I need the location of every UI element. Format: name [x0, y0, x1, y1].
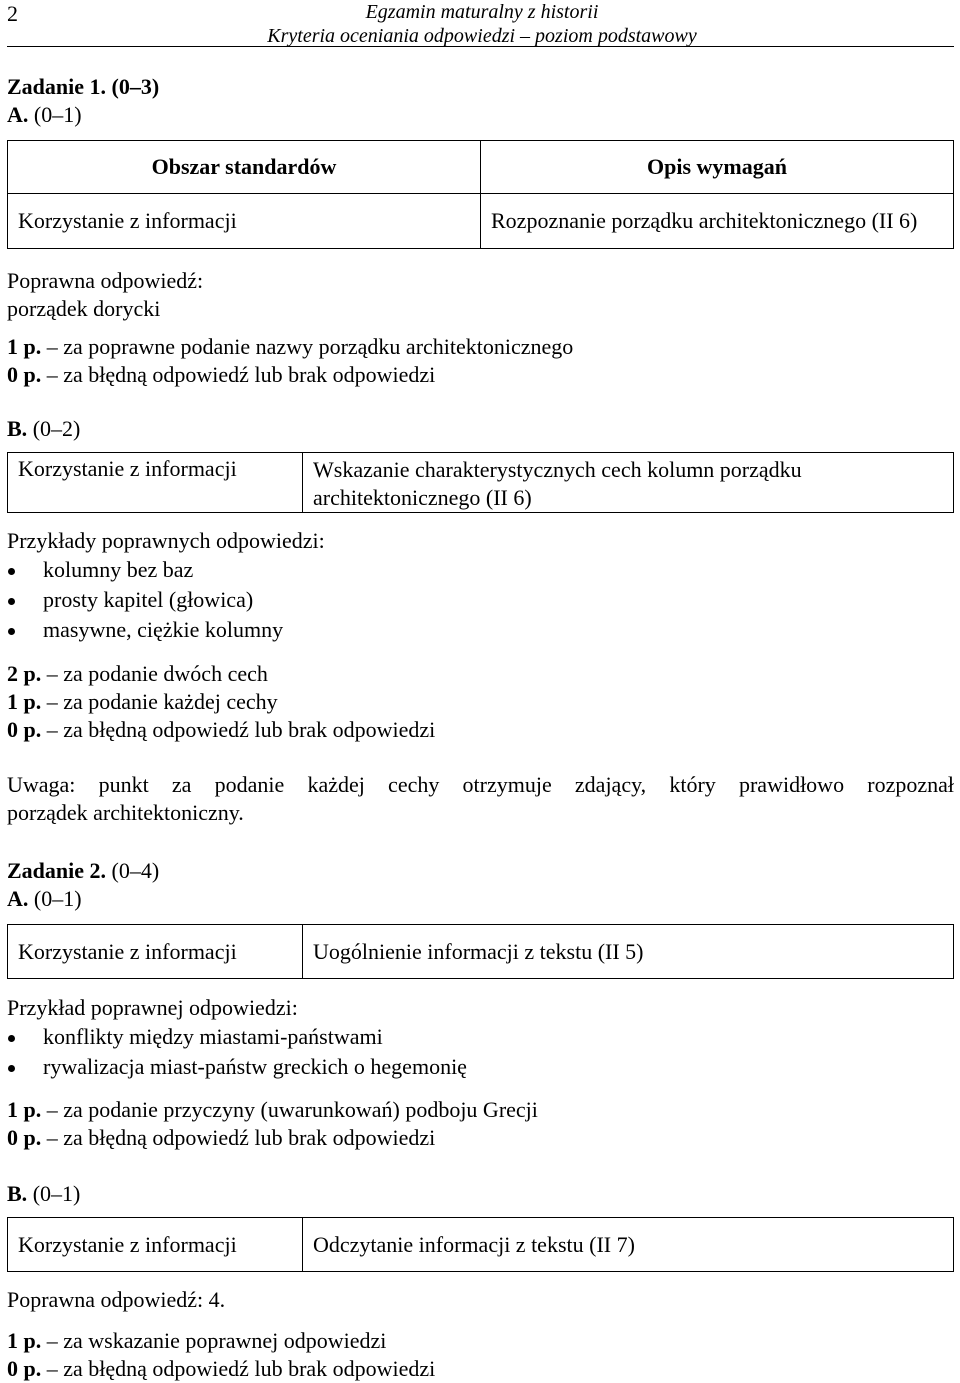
task-number: Zadanie 2. — [7, 858, 107, 883]
requirement-cell: Odczytanie informacji z tekstu (II 7) — [303, 1218, 954, 1272]
score-line-1 — [7, 1327, 954, 1355]
score-line-1 — [7, 1096, 954, 1124]
part-letter: B. — [7, 1181, 28, 1206]
score-points: 1 p. — [7, 1097, 42, 1122]
note-line-2: porządek architektoniczny. — [7, 800, 244, 825]
page-number: 2 — [7, 1, 18, 26]
score-description: – za podanie dwóch cech — [41, 661, 268, 686]
task2-heading — [7, 857, 954, 885]
score-description: – za podanie przyczyny (uwarunkowań) podboju Grecji — [41, 1097, 538, 1122]
score-description: – za błędną odpowiedź lub brak odpowiedzi — [41, 717, 436, 742]
score-line-1 — [7, 688, 954, 716]
score-line-0 — [7, 1355, 954, 1383]
score-points: 0 p. — [7, 362, 42, 387]
score-line-0 — [7, 1124, 954, 1152]
list-item: masywne, ciężkie kolumny — [7, 615, 954, 645]
task2-partA-table-wrap — [7, 924, 954, 979]
task1-partA-table-wrap — [7, 140, 954, 249]
task2-partB-table — [7, 1217, 954, 1272]
area-cell: Korzystanie z informacji — [8, 194, 481, 249]
answer-label: Poprawna odpowiedź: — [7, 268, 204, 293]
part-letter: A. — [7, 102, 29, 127]
list-item: konflikty między miastami-państwami — [7, 1022, 954, 1052]
examples-label: Przykład poprawnej odpowiedzi: — [7, 995, 298, 1020]
score-description: – za błędną odpowiedź lub brak odpowiedzi — [41, 1125, 436, 1150]
col-header-requirements: Opis wymagań — [481, 141, 954, 194]
task1-heading: Zadanie 1. (0–3) — [7, 74, 160, 99]
score-description: – za podanie każdej cechy — [41, 689, 278, 714]
col-header-area: Obszar standardów — [8, 141, 481, 194]
score-points: 1 p. — [7, 689, 42, 714]
area-cell: Korzystanie z informacji — [8, 925, 303, 979]
examples-list — [7, 1022, 954, 1082]
task2-partA-scoring — [7, 1096, 954, 1152]
part-range: (0–1) — [33, 102, 82, 127]
task1-partA-answer — [7, 267, 954, 323]
task1-partA-label — [7, 101, 954, 129]
task2-partB-table-wrap — [7, 1217, 954, 1272]
list-item: rywalizacja miast-państw greckich o hegemonię — [7, 1052, 954, 1082]
task1-partB-scoring — [7, 660, 954, 744]
examples-list — [7, 555, 954, 645]
score-points: 0 p. — [7, 1356, 42, 1381]
score-points: 2 p. — [7, 661, 42, 686]
score-description: – za błędną odpowiedź lub brak odpowiedzi — [41, 1356, 436, 1381]
area-cell: Korzystanie z informacji — [8, 453, 303, 513]
task2-partA-examples — [7, 994, 954, 1082]
task2-partB-answer — [7, 1286, 954, 1314]
note-line-1: Uwaga: punkt za podanie każdej cechy otrzymuje zdający, który prawidłowo rozpoznał — [7, 772, 954, 797]
area-cell: Korzystanie z informacji — [8, 1218, 303, 1272]
task1-partB-table-wrap — [7, 452, 954, 513]
part-range: (0–2) — [32, 416, 81, 441]
score-description: – za poprawne podanie nazwy porządku architektonicznego — [41, 334, 574, 359]
task2-partB-label — [7, 1180, 954, 1208]
score-points: 0 p. — [7, 717, 42, 742]
score-description: – za wskazanie poprawnej odpowiedzi — [41, 1328, 387, 1353]
task1-partA-table — [7, 140, 954, 249]
exam-subtitle: Kryteria oceniania odpowiedzi – poziom podstawowy — [267, 25, 697, 47]
part-range: (0–1) — [32, 1181, 81, 1206]
score-line-0 — [7, 716, 954, 744]
score-points: 0 p. — [7, 1125, 42, 1150]
task2-partA-table — [7, 924, 954, 979]
answer-text: Poprawna odpowiedź: 4. — [7, 1287, 226, 1312]
task1-partB-note — [7, 771, 954, 827]
part-letter: A. — [7, 886, 29, 911]
list-item: prosty kapitel (głowica) — [7, 585, 954, 615]
task2-partA-label — [7, 885, 954, 913]
part-range: (0–1) — [33, 886, 82, 911]
page-header — [7, 0, 954, 47]
task1-partA-scoring — [7, 333, 954, 389]
document-page — [7, 0, 954, 1381]
score-line-2 — [7, 660, 954, 688]
task2-partB-scoring — [7, 1327, 954, 1383]
score-line-0 — [7, 361, 954, 389]
answer-text: porządek dorycki — [7, 296, 161, 321]
score-line-1 — [7, 333, 954, 361]
list-item: kolumny bez baz — [7, 555, 954, 585]
requirement-cell: Uogólnienie informacji z tekstu (II 5) — [303, 925, 954, 979]
score-description: – za błędną odpowiedź lub brak odpowiedzi — [41, 362, 436, 387]
part-letter: B. — [7, 416, 28, 441]
task1-partB-label — [7, 415, 954, 443]
header-titles — [247, 0, 717, 48]
task-range: (0–4) — [106, 858, 160, 883]
requirement-cell: Wskazanie charakterystycznych cech kolumn porządku architektonicznego (II 6) — [303, 453, 954, 513]
exam-title: Egzamin maturalny z historii — [365, 1, 599, 23]
task2-heading-block — [7, 857, 954, 913]
task1-partB-examples — [7, 527, 954, 645]
score-points: 1 p. — [7, 1328, 42, 1353]
task1-partB-table — [7, 452, 954, 513]
examples-label: Przykłady poprawnych odpowiedzi: — [7, 528, 325, 553]
score-points: 1 p. — [7, 334, 42, 359]
task1-heading-block — [7, 73, 954, 129]
requirement-cell: Rozpoznanie porządku architektonicznego (II 6) — [481, 194, 954, 249]
